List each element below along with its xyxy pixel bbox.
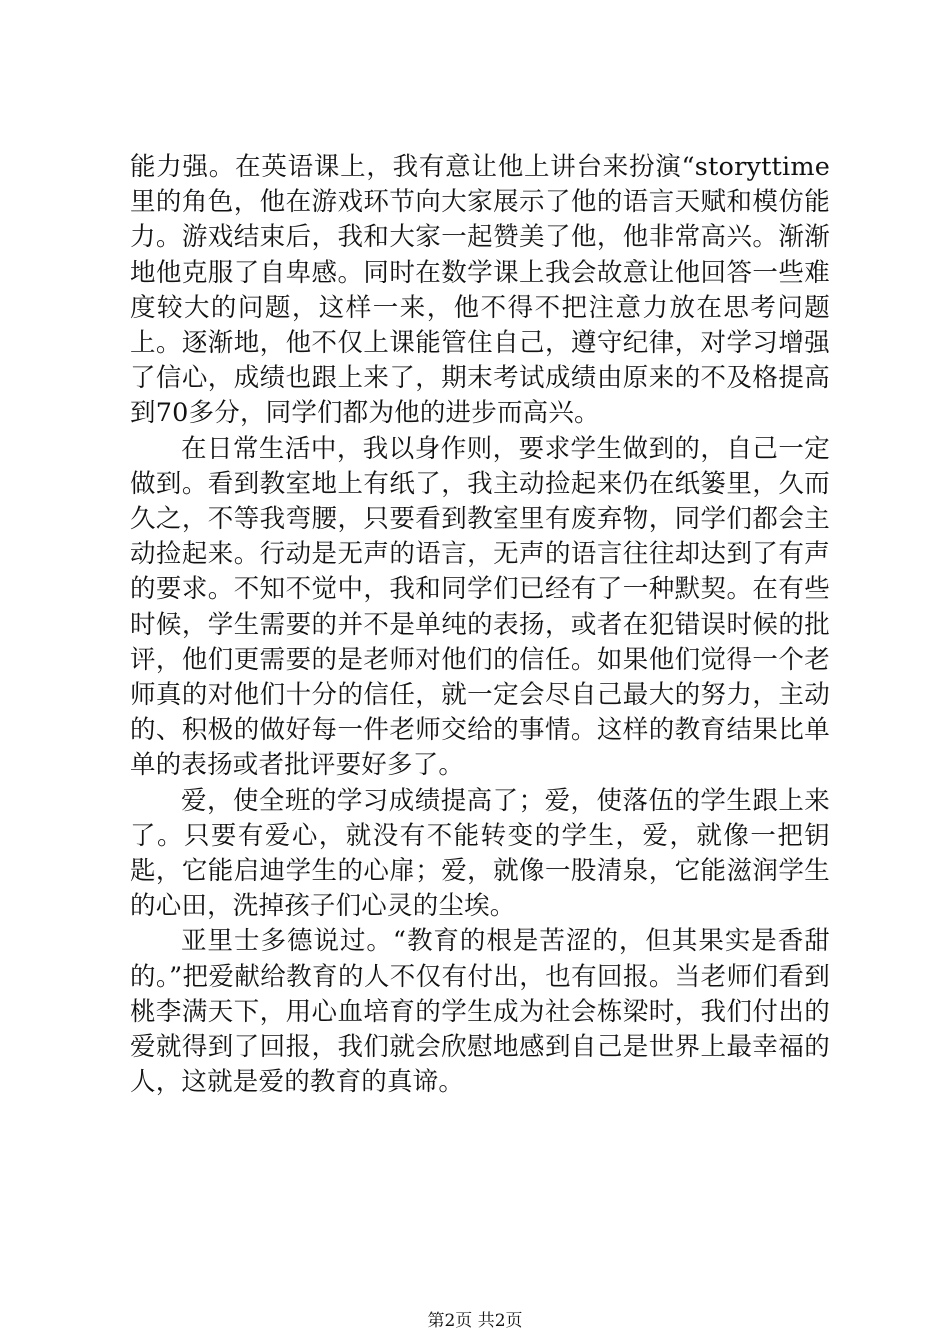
paragraph-4: 亚里士多德说过。“教育的根是苦涩的，但其果实是香甜的。”把爱献给教育的人不仅有付出，也有回报。当老师们看到桃李满天下，用心血培育的学生成为社会栋梁时，我们付出的爱就得到了回报，我们就会欣慰地感到自己是世界上最幸福的人，这就是爱的教育的真谛。 xyxy=(130,926,830,1098)
body-text xyxy=(130,150,830,1100)
paragraph-2: 在日常生活中，我以身作则，要求学生做到的，自己一定做到。看到教室地上有纸了，我主动捡起来仍在纸篓里，久而久之，不等我弯腰，只要看到教室里有废弃物，同学们都会主动捡起来。行动是无声的语言，无声的语言往往却达到了有声的要求。不知不觉中，我和同学们已经有了一种默契。在有些时候，学生需要的并不是单纯的表扬，或者在犯错误时候的批评，他们更需要的是老师对他们的信任。如果他们觉得一个老师真的对他们十分的信任，就一定会尽自己最大的努力，主动的、积极的做好每一件老师交给的事情。这样的教育结果比单单的表扬或者批评要好多了。 xyxy=(130,433,830,781)
paragraph-3: 爱，使全班的学习成绩提高了；爱，使落伍的学生跟上来了。只要有爱心，就没有不能转变的学生，爱，就像一把钥匙，它能启迪学生的心扉；爱，就像一股清泉，它能滋润学生的心田，洗掉孩子们心灵的尘埃。 xyxy=(130,785,830,922)
paragraph-1: 能力强。在英语课上，我有意让他上讲台来扮演“storyttime里的角色，他在游戏环节向大家展示了他的语言天赋和模仿能力。游戏结束后，我和大家一起赞美了他，他非常高兴。渐渐地他克服了自卑感。同时在数学课上我会故意让他回答一些难度较大的问题，这样一来，他不得不把注意力放在思考问题上。逐渐地，他不仅上课能管住自己，遵守纪律，对学习增强了信心，成绩也跟上来了，期末考试成绩由原来的不及格提高到70多分，同学们都为他的进步而高兴。 xyxy=(130,152,830,429)
page-footer: 第2页 共2页 xyxy=(427,1311,523,1331)
